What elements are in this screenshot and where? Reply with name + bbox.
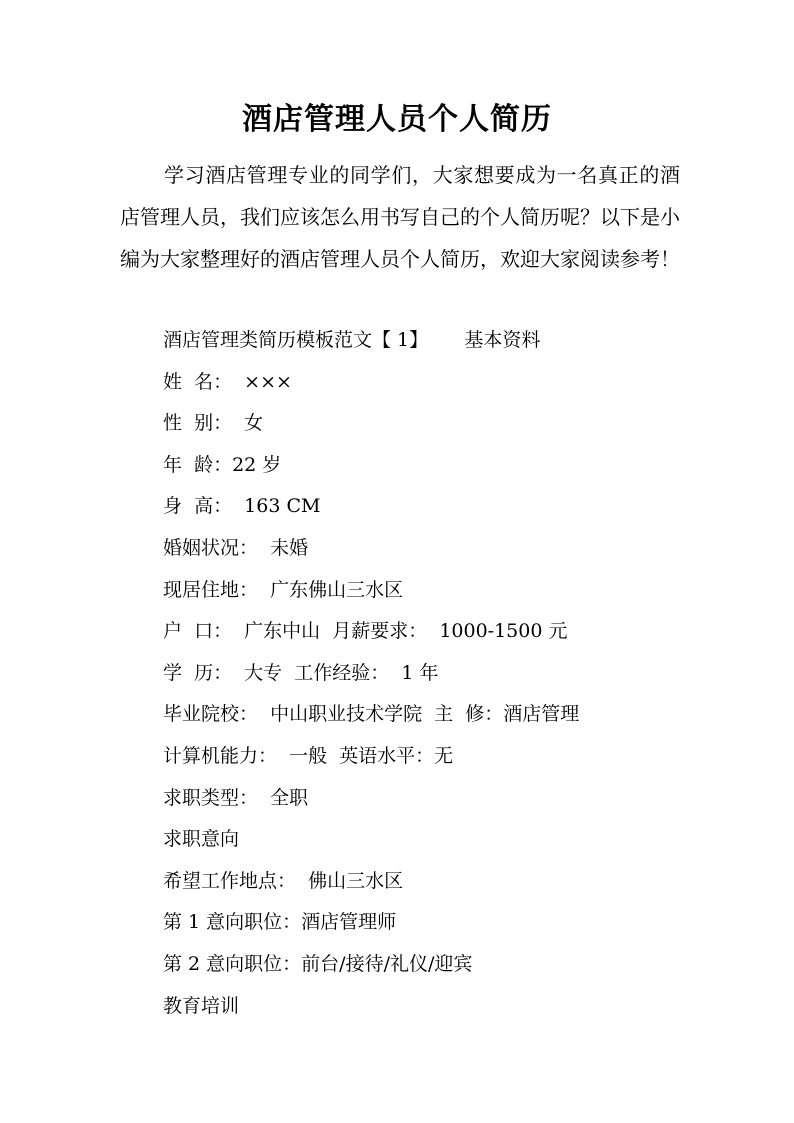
- field-school-major: 毕业院校： 中山职业技术学院 主 修：酒店管理: [163, 703, 580, 726]
- field-position-1: 第 1 意向职位：酒店管理师: [163, 911, 397, 934]
- section-heading-education: 教育培训: [163, 994, 240, 1017]
- field-education-experience: 学 历： 大专 工作经验： 1 年: [163, 661, 439, 684]
- document-title: 酒店管理人员个人简历: [242, 102, 552, 137]
- field-residence: 现居住地： 广东佛山三水区: [163, 578, 404, 601]
- field-position-2: 第 2 意向职位：前台/接待/礼仪/迎宾: [163, 952, 473, 975]
- intro-paragraph: 学习酒店管理专业的同学们，大家想要成为一名真正的酒店管理人员，我们应该怎么用书写自己的个人简历呢？以下是小编为大家整理好的酒店管理人员个人简历，欢迎大家阅读参考！: [120, 163, 680, 271]
- field-marital-status: 婚姻状况： 未婚: [163, 536, 309, 559]
- field-gender: 性 别： 女: [163, 412, 264, 435]
- resume-fields: [163, 320, 723, 1027]
- field-desired-location: 希望工作地点： 佛山三水区: [163, 869, 404, 892]
- field-computer-english: 计算机能力： 一般 英语水平：无: [163, 744, 454, 767]
- field-height: 身 高： 163 CM: [163, 495, 321, 518]
- section-heading-job-intention: 求职意向: [163, 828, 240, 851]
- section-heading-basic-info: 酒店管理类简历模板范文【 1】 基本资料: [163, 329, 541, 351]
- field-job-type: 求职类型： 全职: [163, 786, 309, 809]
- field-name: 姓 名： ×××: [163, 370, 292, 393]
- field-age: 年 龄：22 岁: [163, 453, 282, 476]
- field-hukou-salary: 户 口： 广东中山 月薪要求： 1000-1500 元: [163, 620, 568, 643]
